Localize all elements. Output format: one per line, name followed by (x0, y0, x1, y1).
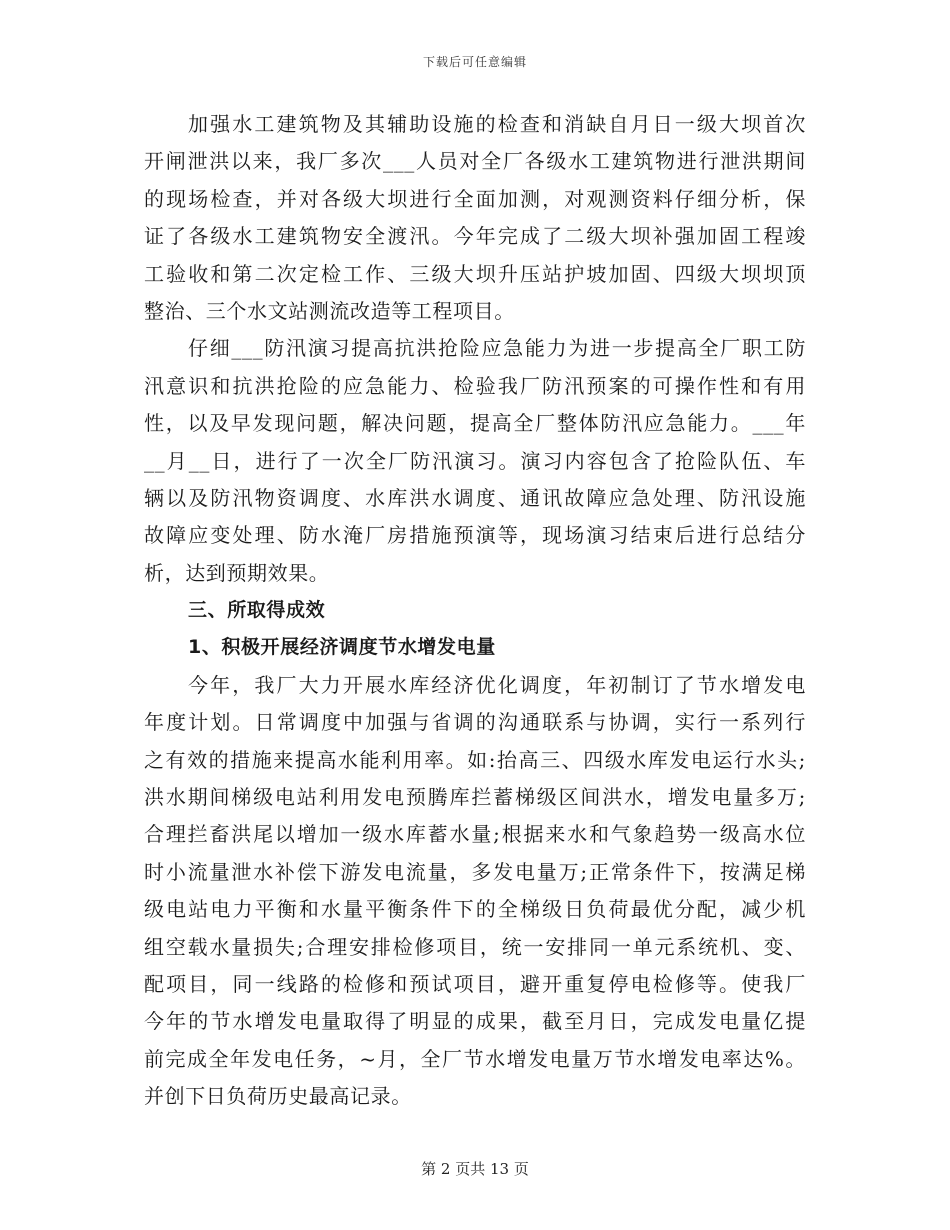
paragraph-line: 组空载水量损失;合理安排检修项目，统一安排同一单元系统机、变、 (144, 934, 806, 959)
paragraph-line: 今年的节水增发电量取得了明显的成果，截至月日，完成发电量亿提 (144, 1009, 806, 1034)
paragraph-line: 今年，我厂大力开展水库经济优化调度，年初制订了节水增发电 (188, 672, 806, 697)
subsection-heading: 1、积极开展经济调度节水增发电量 (188, 636, 496, 659)
paragraph-line: 仔细___防汛演习提高抗洪抢险应急能力为进一步提高全厂职工防 (188, 336, 806, 361)
paragraph-line: 年度计划。日常调度中加强与省调的沟通联系与协调，实行一系列行 (144, 710, 806, 735)
paragraph-line: 前完成全年发电任务，~月，全厂节水增发电量万节水增发电率达%。 (144, 1046, 806, 1071)
paragraph-line: 合理拦畜洪尾以增加一级水库蓄水量;根据来水和气象趋势一级高水位 (144, 822, 806, 847)
paragraph-line: 整治、三个水文站测流改造等工程项目。 (144, 298, 515, 323)
paragraph-line: 故障应变处理、防水淹厂房措施预演等，现场演习结束后进行总结分 (144, 523, 806, 548)
paragraph-line: 加强水工建筑物及其辅助设施的检查和消缺自月日一级大坝首次 (188, 112, 806, 136)
paragraph-line: 并创下日负荷历史最高记录。 (144, 1084, 412, 1109)
section-heading: 三、所取得成效 (188, 599, 326, 622)
paragraph-line: 级电站电力平衡和水量平衡条件下的全梯级日负荷最优分配，减少机 (144, 897, 806, 922)
paragraph-line: __月__日，进行了一次全厂防汛演习。演习内容包含了抢险队伍、车 (144, 448, 806, 473)
paragraph-line: 汛意识和抗洪抢险的应急能力、检验我厂防汛预案的可操作性和有用 (144, 373, 806, 398)
paragraph-line: 性，以及早发现问题，解决问题，提高全厂整体防汛应急能力。___年 (144, 411, 806, 436)
page-footer: 第 2 页共 13 页 (421, 1160, 529, 1178)
paragraph-line: 辆以及防汛物资调度、水库洪水调度、通讯故障应急处理、防汛设施 (144, 485, 806, 510)
paragraph-line: 时小流量泄水补偿下游发电流量，多发电量万;正常条件下，按满足梯 (144, 859, 806, 884)
paragraph-line: 配项目，同一线路的检修和预试项目，避开重复停电检修等。使我厂 (144, 971, 806, 996)
paragraph-line: 开闸泄洪以来，我厂多次___人员对全厂各级水工建筑物进行泄洪期间 (144, 149, 806, 174)
document-body (144, 106, 806, 1116)
paragraph-line: 之有效的措施来提高水能利用率。如:抬高三、四级水库发电运行水头; (144, 747, 806, 772)
paragraph-line: 的现场检查，并对各级大坝进行全面加测，对观测资料仔细分析，保 (144, 186, 806, 211)
paragraph-line: 工验收和第二次定检工作、三级大坝升压站护坡加固、四级大坝坝顶 (144, 261, 806, 286)
paragraph-line: 析，达到预期效果。 (144, 560, 330, 585)
paragraph-line: 证了各级水工建筑物安全渡汛。今年完成了二级大坝补强加固工程竣 (144, 224, 806, 249)
page-header: 下载后可任意编辑 (422, 55, 527, 69)
paragraph-line: 洪水期间梯级电站利用发电预腾库拦蓄梯级区间洪水，增发电量多万; (144, 785, 806, 810)
